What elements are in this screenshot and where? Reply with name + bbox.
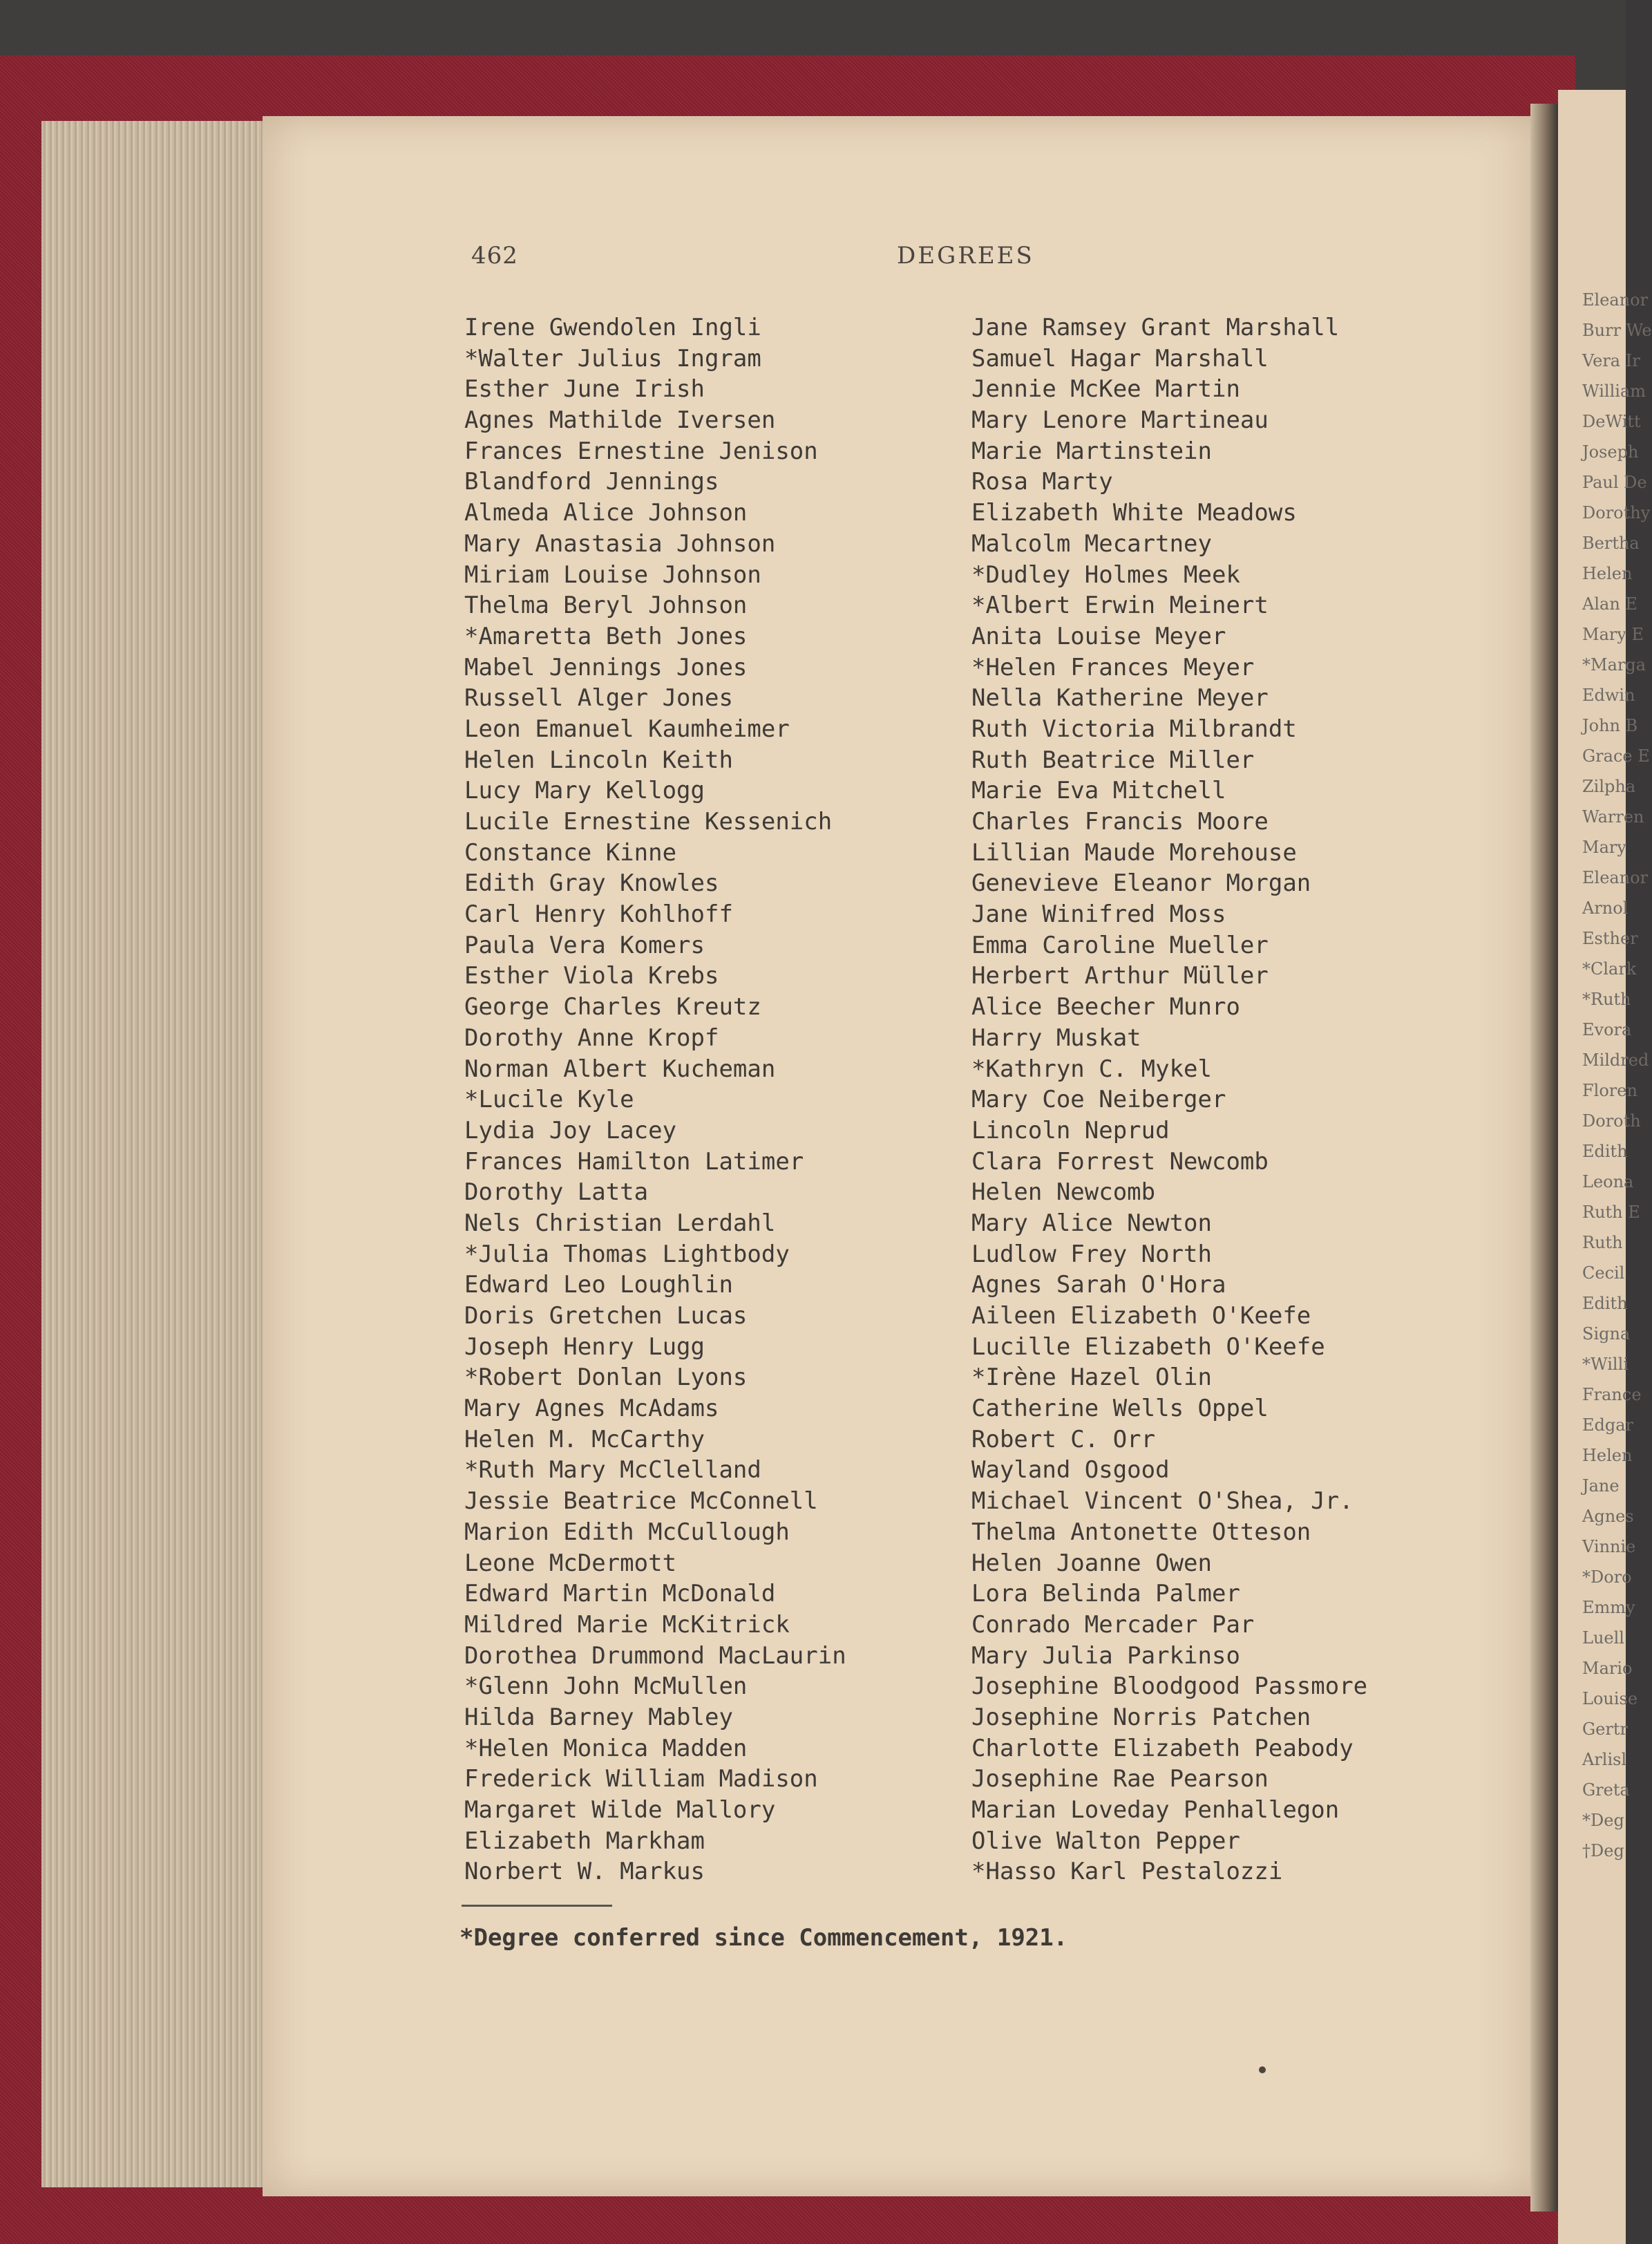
name-entry: Helen Newcomb <box>971 1178 1156 1207</box>
next-page-fragment: Luell <box>1582 1628 1624 1648</box>
name-entry: Thelma Antonette Otteson <box>971 1518 1311 1546</box>
next-page-fragment: Burr We <box>1582 321 1652 340</box>
name-entry: Rosa Marty <box>971 468 1113 496</box>
next-page-fragment: Mildred <box>1582 1050 1649 1070</box>
name-entry: Jennie McKee Martin <box>971 375 1240 404</box>
name-entry: Blandford Jennings <box>464 468 719 496</box>
next-page-fragment: Edgar <box>1582 1415 1634 1435</box>
name-entry: Charles Francis Moore <box>971 808 1269 836</box>
name-entry: Mary Julia Parkinso <box>971 1641 1240 1670</box>
name-entry: Aileen Elizabeth O'Keefe <box>971 1302 1311 1330</box>
next-page-fragment: Edith <box>1582 1294 1628 1313</box>
next-page-fragment: Emmy <box>1582 1598 1635 1617</box>
next-page-fragment: Arlisl <box>1582 1750 1627 1769</box>
name-entry: Nella Katherine Meyer <box>971 684 1269 713</box>
name-entry: Alice Beecher Munro <box>971 993 1240 1021</box>
next-page-fragment: Joseph <box>1582 442 1639 462</box>
name-entry: Irene Gwendolen Ingli <box>464 314 761 341</box>
name-entry: *Amaretta Beth Jones <box>464 622 748 650</box>
name-entry: Herbert Arthur Müller <box>971 962 1269 990</box>
name-entry: *Albert Erwin Meinert <box>971 592 1269 620</box>
name-entry: Mildred Marie McKitrick <box>464 1610 790 1639</box>
name-entry: Hilda Barney Mabley <box>464 1703 733 1731</box>
name-entry: Malcolm Mecartney <box>971 529 1212 558</box>
next-page-fragment: Dorothy <box>1582 503 1651 522</box>
name-entry: Harry Muskat <box>971 1024 1141 1052</box>
name-entry: Wayland Osgood <box>971 1456 1170 1484</box>
next-page-fragment: Edwin <box>1582 686 1635 705</box>
name-entry: Thelma Beryl Johnson <box>464 592 748 620</box>
name-entry: Helen M. McCarthy <box>464 1425 705 1453</box>
name-entry: Lincoln Neprud <box>971 1116 1170 1144</box>
next-page-fragment: Vera Ir <box>1582 351 1640 370</box>
name-entry: Esther June Irish <box>464 375 705 404</box>
name-entry: Ludlow Frey North <box>971 1240 1212 1268</box>
name-entry: Lucy Mary Kellogg <box>464 777 705 805</box>
name-entry: Carl Henry Kohlhoff <box>464 901 733 929</box>
name-entry: Lora Belinda Palmer <box>971 1580 1240 1608</box>
name-entry: Marion Edith McCullough <box>464 1518 790 1546</box>
next-page-fragment: Alan E <box>1582 594 1637 614</box>
name-entry: Clara Forrest Newcomb <box>971 1147 1269 1176</box>
name-entry: Paula Vera Komers <box>464 931 705 959</box>
name-entry: *Robert Donlan Lyons <box>464 1364 748 1392</box>
name-entry: Jessie Beatrice McConnell <box>464 1487 818 1516</box>
next-page-fragment: Jane <box>1582 1476 1620 1496</box>
next-page-fragment: *Willi <box>1582 1355 1629 1374</box>
name-entry: Leone McDermott <box>464 1549 677 1577</box>
next-page-fragment: Agnes <box>1582 1507 1634 1526</box>
name-entry: Nels Christian Lerdahl <box>464 1209 776 1237</box>
name-entry: *Helen Frances Meyer <box>971 653 1255 681</box>
name-entry: Dorothy Anne Kropf <box>464 1024 719 1052</box>
name-entry: *Kathryn C. Mykel <box>971 1055 1212 1083</box>
name-entry: Helen Lincoln Keith <box>464 746 733 774</box>
name-entry: Agnes Sarah O'Hora <box>971 1271 1226 1299</box>
name-entry: Leon Emanuel Kaumheimer <box>464 715 790 743</box>
name-entry: Conrado Mercader Par <box>971 1610 1255 1639</box>
name-entry: Catherine Wells Oppel <box>971 1395 1269 1423</box>
name-entry: Elizabeth White Meadows <box>971 499 1297 527</box>
next-page-fragment: Helen <box>1582 1446 1633 1465</box>
name-entry: Mary Agnes McAdams <box>464 1395 719 1423</box>
name-entry: *Hasso Karl Pestalozzi <box>971 1858 1283 1886</box>
ink-spot <box>1259 2066 1266 2073</box>
name-entry: Frances Ernestine Jenison <box>464 437 818 465</box>
book-gutter <box>1530 104 1558 2212</box>
name-entry: Jane Ramsey Grant Marshall <box>971 314 1340 341</box>
name-entry: Helen Joanne Owen <box>971 1549 1212 1577</box>
name-entry: *Irène Hazel Olin <box>971 1364 1212 1392</box>
next-page-fragment: *Marga <box>1582 655 1646 675</box>
next-page-strip <box>1558 90 1652 2244</box>
name-entry: Genevieve Eleanor Morgan <box>971 869 1311 898</box>
next-page-fragment: Esther <box>1582 929 1638 948</box>
next-page-fragment: *Doro <box>1582 1567 1632 1587</box>
name-entry: Norbert W. Markus <box>464 1858 705 1886</box>
next-page-fragment: *Ruth <box>1582 990 1631 1009</box>
name-entry: Constance Kinne <box>464 838 677 867</box>
name-entry: Anita Louise Meyer <box>971 622 1226 650</box>
name-entry: *Ruth Mary McClelland <box>464 1456 761 1484</box>
name-entry: Lucille Elizabeth O'Keefe <box>971 1332 1325 1361</box>
next-page-fragment: Leona <box>1582 1172 1634 1191</box>
name-entry: Agnes Mathilde Iversen <box>464 406 776 435</box>
next-page-fragment: Arnol <box>1582 898 1629 918</box>
name-entry: Norman Albert Kucheman <box>464 1055 776 1083</box>
next-page-fragment: John B <box>1582 716 1638 735</box>
name-entry: Doris Gretchen Lucas <box>464 1302 748 1330</box>
next-page-fragment: Grace E <box>1582 746 1650 766</box>
name-entry: George Charles Kreutz <box>464 993 761 1021</box>
name-entry: Olive Walton Pepper <box>971 1827 1240 1855</box>
next-page-fragment: Edith <box>1582 1142 1628 1161</box>
next-page-fragment: Paul De <box>1582 473 1647 492</box>
name-entry: Margaret Wilde Mallory <box>464 1796 776 1824</box>
name-entry: Mary Alice Newton <box>971 1209 1212 1237</box>
section-title: DEGREES <box>897 242 1034 270</box>
name-entry: Marie Eva Mitchell <box>971 777 1226 805</box>
next-page-fragment: Greta <box>1582 1780 1630 1800</box>
name-entry: Edward Martin McDonald <box>464 1580 776 1608</box>
name-entry: Samuel Hagar Marshall <box>971 344 1269 373</box>
name-entry: Emma Caroline Mueller <box>971 931 1269 959</box>
page-edges <box>41 121 271 2187</box>
next-page-fragment: Vinnie <box>1582 1537 1636 1556</box>
name-entry: *Glenn John McMullen <box>464 1672 748 1701</box>
name-entry: Edward Leo Loughlin <box>464 1271 733 1299</box>
next-page-fragment: *Clark <box>1582 959 1637 979</box>
next-page-fragment: Eleanor <box>1582 868 1649 887</box>
next-page-fragment: Mario <box>1582 1659 1633 1678</box>
name-entry: *Walter Julius Ingram <box>464 344 761 373</box>
name-entry: Mabel Jennings Jones <box>464 653 748 681</box>
next-page-fragment: Ruth <box>1582 1233 1623 1252</box>
name-entry: Mary Coe Neiberger <box>971 1086 1226 1114</box>
name-entry: Mary Anastasia Johnson <box>464 529 776 558</box>
next-page-fragment: Evora <box>1582 1020 1632 1039</box>
name-entry: *Helen Monica Madden <box>464 1734 748 1762</box>
name-entry: Lydia Joy Lacey <box>464 1116 677 1144</box>
names-column-left <box>464 312 846 1887</box>
name-entry: Lillian Maude Morehouse <box>971 838 1297 867</box>
name-entry: Russell Alger Jones <box>464 684 733 713</box>
next-page-fragment: Bertha <box>1582 534 1640 553</box>
name-entry: Jane Winifred Moss <box>971 901 1226 929</box>
next-page-fragment: DeWitt <box>1582 412 1641 431</box>
name-entry: *Lucile Kyle <box>464 1086 634 1114</box>
name-entry: Robert C. Orr <box>971 1425 1156 1453</box>
name-entry: Charlotte Elizabeth Peabody <box>971 1734 1354 1762</box>
name-entry: Frederick William Madison <box>464 1765 818 1793</box>
name-entry: Josephine Bloodgood Passmore <box>971 1672 1368 1701</box>
next-page-fragment: Warren <box>1582 807 1644 827</box>
page-number: 462 <box>471 242 518 270</box>
name-entry: Dorothea Drummond MacLaurin <box>464 1641 846 1670</box>
name-entry: Miriam Louise Johnson <box>464 560 761 589</box>
name-entry: Frances Hamilton Latimer <box>464 1147 804 1176</box>
name-entry: *Julia Thomas Lightbody <box>464 1240 790 1268</box>
name-entry: Ruth Victoria Milbrandt <box>971 715 1297 743</box>
next-page-fragment: Helen <box>1582 564 1633 583</box>
name-entry: Lucile Ernestine Kessenich <box>464 808 833 836</box>
next-page-fragment: †Deg <box>1582 1841 1624 1860</box>
name-entry: Mary Lenore Martineau <box>971 406 1269 435</box>
next-page-fragment: Ruth E <box>1582 1203 1640 1222</box>
next-page-fragment: Louise <box>1582 1689 1638 1708</box>
next-page-fragment: France <box>1582 1385 1642 1404</box>
next-page-fragment: *Deg <box>1582 1811 1624 1830</box>
next-page-fragment: Doroth <box>1582 1111 1641 1131</box>
next-page-fragment: Eleanor <box>1582 290 1649 310</box>
footnote-rule <box>462 1905 612 1907</box>
name-entry: Josephine Rae Pearson <box>971 1765 1269 1793</box>
next-page-fragment: Mary <box>1582 838 1626 857</box>
name-entry: Edith Gray Knowles <box>464 869 719 898</box>
name-entry: *Dudley Holmes Meek <box>971 560 1240 589</box>
name-entry: Joseph Henry Lugg <box>464 1332 705 1361</box>
name-entry: Michael Vincent O'Shea, Jr. <box>971 1487 1354 1516</box>
name-entry: Elizabeth Markham <box>464 1827 705 1855</box>
name-entry: Dorothy Latta <box>464 1178 649 1207</box>
names-column-right <box>971 312 1367 1887</box>
name-entry: Ruth Beatrice Miller <box>971 746 1255 774</box>
name-entry: Esther Viola Krebs <box>464 962 719 990</box>
name-entry: Marian Loveday Penhallegon <box>971 1796 1340 1824</box>
next-page-fragment: Zilpha <box>1582 777 1636 796</box>
name-entry: Marie Martinstein <box>971 437 1212 465</box>
footnote: *Degree conferred since Commencement, 1921. <box>459 1924 1068 1952</box>
name-entry: Josephine Norris Patchen <box>971 1703 1311 1731</box>
next-page-fragment: Mary E <box>1582 625 1644 644</box>
next-page-fragment: William <box>1582 381 1646 401</box>
next-page-fragment: Floren <box>1582 1081 1637 1100</box>
next-page-fragment: Gertr <box>1582 1719 1628 1739</box>
next-page-fragment: Signa <box>1582 1324 1631 1343</box>
next-page-fragment: Cecil <box>1582 1263 1625 1283</box>
name-entry: Almeda Alice Johnson <box>464 499 748 527</box>
